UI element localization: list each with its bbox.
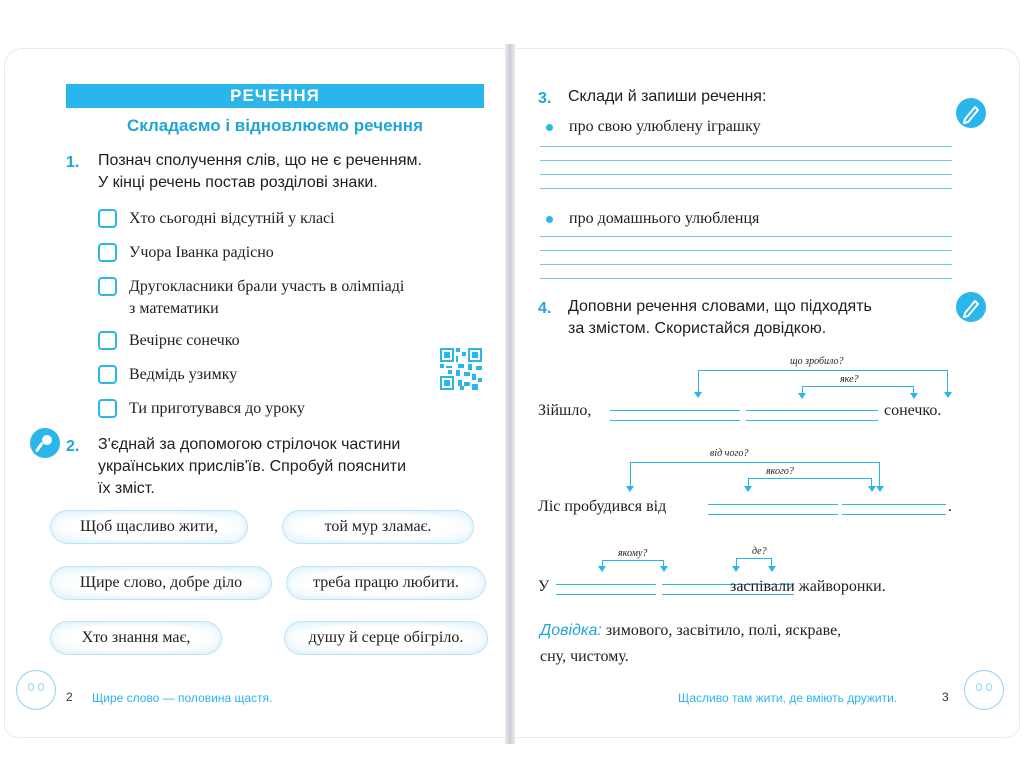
task1-instruction bbox=[98, 150, 488, 194]
microphone-icon-glyph bbox=[30, 428, 60, 458]
task1-instruction-line2: У кінці речень постав розділові знаки. bbox=[98, 174, 378, 191]
proverb-left-part[interactable]: Щоб щасливо жити, bbox=[50, 510, 248, 544]
writing-line[interactable] bbox=[540, 236, 952, 237]
answer-blank[interactable] bbox=[746, 420, 878, 421]
checkbox[interactable] bbox=[98, 399, 117, 418]
task1-item bbox=[98, 276, 404, 320]
smiley-eye bbox=[38, 683, 44, 691]
task4-instruction bbox=[568, 296, 958, 340]
answer-blank[interactable] bbox=[842, 504, 946, 505]
smiley-icon bbox=[964, 670, 1004, 710]
smiley-eye bbox=[976, 683, 982, 691]
task1-item-text-line2: з математики bbox=[129, 300, 219, 317]
bullet-dot bbox=[546, 216, 553, 223]
task1-item-text: Вечірнє сонечко bbox=[129, 332, 240, 349]
task4-instruction-line2: за змістом. Скористайся довідкою. bbox=[568, 320, 827, 337]
smiley-eye bbox=[986, 683, 992, 691]
arrow-down-icon bbox=[768, 566, 776, 572]
proverb-left-part[interactable]: Хто знання має, bbox=[50, 621, 222, 655]
smiley-eye bbox=[28, 683, 34, 691]
arrow-down-icon bbox=[694, 392, 702, 398]
proverb-left-part[interactable]: Щире слово, добре діло bbox=[50, 566, 272, 600]
sentence-end: . bbox=[948, 498, 952, 515]
task1-instruction-line1: Познач сполучення слів, що не є реченням. bbox=[98, 152, 422, 169]
task1-item-text bbox=[129, 276, 404, 320]
answer-blank[interactable] bbox=[556, 584, 656, 585]
writing-line[interactable] bbox=[540, 160, 952, 161]
qr-code-icon[interactable] bbox=[440, 348, 482, 390]
hint-question: що зробило? bbox=[790, 356, 844, 367]
reference-label: Довідка: bbox=[540, 622, 602, 639]
answer-blank[interactable] bbox=[610, 410, 740, 411]
task1-item bbox=[98, 330, 240, 352]
answer-blank[interactable] bbox=[708, 504, 838, 505]
answer-blank[interactable] bbox=[708, 514, 838, 515]
task1-item bbox=[98, 242, 274, 264]
task3-number: 3. bbox=[538, 90, 552, 107]
answer-blank[interactable] bbox=[610, 420, 740, 421]
writing-line[interactable] bbox=[540, 250, 952, 251]
checkbox[interactable] bbox=[98, 209, 117, 228]
task1-item-text: Ведмідь узимку bbox=[129, 366, 238, 383]
task1-item-text: Хто сьогодні відсутній у класі bbox=[129, 210, 335, 227]
proverb-right-part[interactable]: той мур зламає. bbox=[282, 510, 474, 544]
pencil-icon bbox=[956, 292, 986, 322]
hint-bracket bbox=[736, 558, 772, 568]
reference-box bbox=[540, 618, 960, 670]
arrow-down-icon bbox=[910, 393, 918, 399]
task2-instruction-line2: українських прислів'їв. Спробуй пояснити bbox=[98, 458, 407, 475]
writing-line[interactable] bbox=[540, 278, 952, 279]
sentence-end: сонечко. bbox=[884, 402, 942, 419]
arrow-down-icon bbox=[868, 486, 876, 492]
task1-item bbox=[98, 398, 305, 420]
arrow-down-icon bbox=[598, 566, 606, 572]
task2-instruction bbox=[98, 434, 488, 500]
writing-line[interactable] bbox=[540, 264, 952, 265]
arrow-down-icon bbox=[660, 566, 668, 572]
checkbox[interactable] bbox=[98, 331, 117, 350]
sentence-start: У bbox=[538, 578, 550, 595]
smiley-icon bbox=[16, 670, 56, 710]
page-number: 2 bbox=[66, 690, 73, 704]
task3-instruction: Склади й запиши речення: bbox=[568, 88, 767, 105]
answer-blank[interactable] bbox=[556, 594, 656, 595]
sentence-start: Зійшло, bbox=[538, 402, 592, 419]
task1-item bbox=[98, 208, 335, 230]
footer-proverb: Щасливо там жити, де вміють дружити. bbox=[678, 691, 898, 705]
proverb-right-part[interactable]: душу й серце обігріло. bbox=[284, 621, 488, 655]
page-number: 3 bbox=[942, 690, 949, 704]
hint-question: якого? bbox=[766, 466, 794, 477]
sentence-start: Ліс пробудився від bbox=[538, 498, 667, 515]
task1-item-text-line1: Другокласники брали участь в олімпіаді bbox=[129, 278, 405, 295]
pencil-icon-glyph bbox=[956, 292, 986, 322]
hint-question: якому? bbox=[618, 548, 648, 559]
section-banner-title: РЕЧЕННЯ bbox=[230, 86, 320, 105]
task1-item-text: Ти приготувався до уроку bbox=[129, 400, 305, 417]
writing-line[interactable] bbox=[540, 188, 952, 189]
task2-number: 2. bbox=[66, 438, 80, 455]
answer-blank[interactable] bbox=[746, 410, 878, 411]
task1-item-text: Учора Іванка радісно bbox=[129, 244, 274, 261]
task1-item bbox=[98, 364, 237, 386]
bullet-dot bbox=[546, 124, 553, 131]
task3-bullet-text: про домашнього улюбленця bbox=[569, 210, 760, 227]
reference-line1 bbox=[540, 618, 960, 644]
hint-bracket bbox=[602, 560, 664, 568]
checkbox[interactable] bbox=[98, 365, 117, 384]
writing-line[interactable] bbox=[540, 146, 952, 147]
task1-number: 1. bbox=[66, 154, 80, 171]
section-banner bbox=[66, 84, 484, 108]
task4-number: 4. bbox=[538, 300, 552, 317]
checkbox[interactable] bbox=[98, 243, 117, 262]
proverb-right-part[interactable]: треба працю любити. bbox=[286, 566, 486, 600]
reference-words-line2: сну, чистому. bbox=[540, 648, 629, 665]
arrow-down-icon bbox=[876, 486, 884, 492]
writing-lines[interactable] bbox=[540, 146, 952, 202]
hint-question: яке? bbox=[840, 374, 859, 385]
checkbox[interactable] bbox=[98, 277, 117, 296]
task4-instruction-line1: Доповни речення словами, що підходять bbox=[568, 298, 872, 315]
answer-blank[interactable] bbox=[842, 514, 946, 515]
hint-question: де? bbox=[752, 546, 767, 557]
arrow-down-icon bbox=[744, 486, 752, 492]
hint-bracket bbox=[802, 386, 914, 396]
writing-line[interactable] bbox=[540, 174, 952, 175]
footer-proverb: Щире слово — половина щастя. bbox=[92, 691, 273, 705]
hint-question: від чого? bbox=[710, 448, 749, 459]
writing-lines[interactable] bbox=[540, 236, 952, 292]
reference-words: зимового, засвітило, полі, яскраве, bbox=[605, 622, 842, 639]
task2-instruction-line3: їх зміст. bbox=[98, 480, 155, 497]
sentence-end: заспівали жайворонки. bbox=[730, 578, 886, 595]
microphone-icon bbox=[30, 428, 60, 458]
page-subtitle: Складаємо і відновлюємо речення bbox=[127, 116, 423, 135]
arrow-down-icon bbox=[944, 392, 952, 398]
task3-bullet bbox=[546, 210, 759, 228]
hint-bracket bbox=[748, 478, 872, 488]
pencil-icon-glyph bbox=[956, 98, 986, 128]
book-spine bbox=[505, 44, 515, 744]
arrow-down-icon bbox=[798, 393, 806, 399]
arrow-down-icon bbox=[732, 566, 740, 572]
task2-instruction-line1: З'єднай за допомогою стрілочок частини bbox=[98, 436, 401, 453]
arrow-down-icon bbox=[626, 486, 634, 492]
task3-bullet-text: про свою улюблену іграшку bbox=[569, 118, 761, 135]
task3-bullet bbox=[546, 118, 761, 136]
pencil-icon bbox=[956, 98, 986, 128]
